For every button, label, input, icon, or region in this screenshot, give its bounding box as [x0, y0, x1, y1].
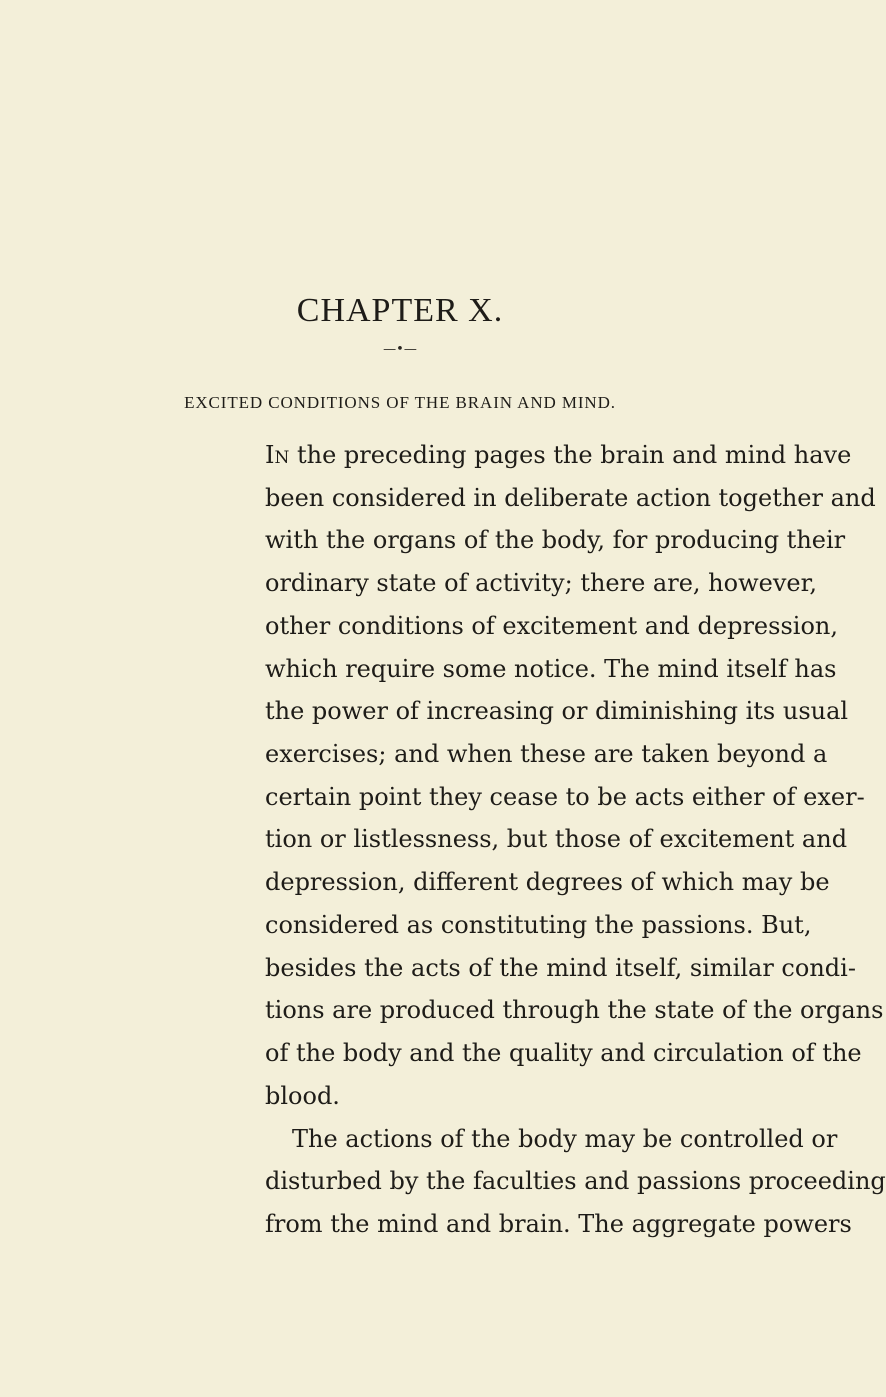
- paragraph-line: besides the acts of the mind itself, similar condi-: [265, 954, 856, 982]
- paragraph-line: exercises; and when these are taken beyond a: [265, 740, 828, 768]
- paragraph-line: In the preceding pages the brain and mind have: [265, 441, 852, 469]
- drop-word: In: [265, 441, 290, 469]
- paragraph-line: ordinary state of activity; there are, however,: [265, 569, 818, 597]
- chapter-subtitle: EXCITED CONDITIONS OF THE BRAIN AND MIND.: [184, 393, 616, 412]
- chapter-title: CHAPTER X.: [296, 292, 504, 329]
- paragraph-line: tions are produced through the state of the organs: [265, 996, 884, 1024]
- paragraph-line: The actions of the body may be controlled or: [292, 1125, 838, 1153]
- paragraph-line: considered as constituting the passions. But,: [265, 911, 812, 939]
- paragraph-line: other conditions of excitement and depression,: [265, 612, 838, 640]
- paragraph-line: certain point they cease to be acts either of exer-: [265, 783, 865, 811]
- paragraph-line: with the organs of the body, for producing their: [265, 526, 846, 554]
- paragraph-line: been considered in deliberate action together and: [265, 484, 876, 512]
- paragraph-line: which require some notice. The mind itself has: [265, 655, 837, 683]
- paragraph-line: of the body and the quality and circulation of the: [265, 1039, 862, 1067]
- paragraph-line: depression, different degrees of which may be: [265, 868, 830, 896]
- paragraph-line: tion or listlessness, but those of excitement and: [265, 825, 848, 853]
- paragraph-line: disturbed by the faculties and passions proceeding: [265, 1167, 886, 1195]
- paragraph-line: the power of increasing or diminishing its usual: [265, 697, 849, 725]
- paragraph-line: blood.: [265, 1082, 340, 1110]
- paragraph-line: from the mind and brain. The aggregate powers: [265, 1210, 852, 1238]
- chapter-ornament: —•—: [383, 342, 417, 357]
